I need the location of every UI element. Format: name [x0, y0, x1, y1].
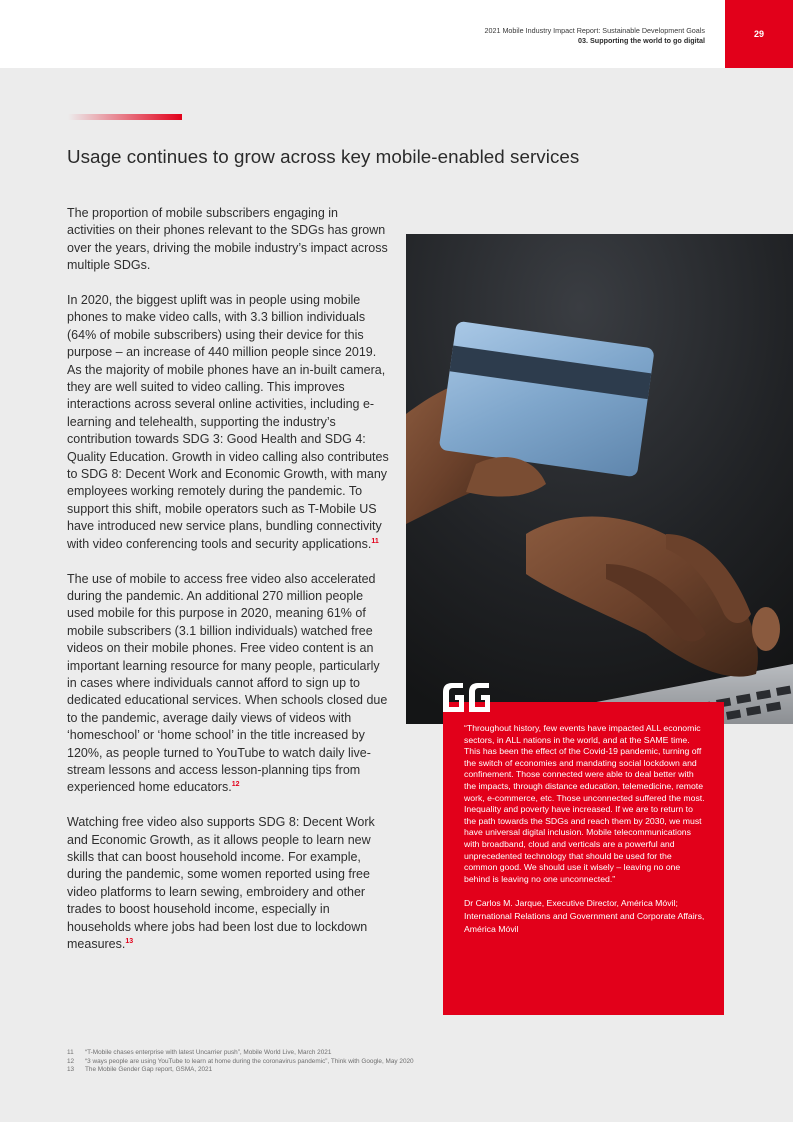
footnotes	[67, 1049, 667, 1075]
section-title: 03. Supporting the world to go digital	[578, 36, 705, 45]
footnote-ref: 12	[231, 781, 240, 789]
quote-box	[443, 702, 724, 1015]
paragraph-text: The use of mobile to access free video also accelerated during the pandemic. An additional 270 million people used mobile for this purpose in 2020, meaning 61% of mobile subscribers (3.1 billion individuals) watched free videos on their mobile phones. Free video content is an important learning resource for many people, particularly in cases where individuals cannot afford to sign up to dedicated educational services. When schools closed due to the pandemic, average daily views of videos with ‘homeschool’ or ‘home school’ in the title increased by 120%, as people turned to YouTube to watch daily live-stream lessons and access lesson-planning tips from experienced home educators.	[67, 571, 388, 795]
footnote	[67, 1066, 667, 1075]
header-titles	[484, 26, 705, 46]
quotation-mark-icon	[441, 680, 493, 714]
report-title: 2021 Mobile Industry Impact Report: Sustainable Development Goals	[484, 26, 705, 35]
paragraph-text: Watching free video also supports SDG 8: Decent Work and Economic Growth, as it allows people to learn new skills that can boost household income. For example, during the pandemic, some women reported using free video platforms to learn sewing, embroidery and other trades to boost household income, especially in households where jobs had been lost due to lockdown measures.	[67, 815, 375, 952]
footnote-ref: 11	[371, 537, 379, 545]
page-header	[0, 0, 793, 68]
footnote-text: The Mobile Gender Gap report, GSMA, 2021	[85, 1066, 213, 1074]
footnote	[67, 1058, 667, 1067]
footnote-number: 12	[67, 1057, 75, 1065]
body-paragraph-2	[67, 292, 389, 553]
quote-text: “Throughout history, few events have impacted ALL economic sectors, in ALL nations in the world, and at the SAME time. This has been the effect of the Covid-19 pandemic, turning off the switch of economies and mandating social lockdown and confinement. Those connected were able to deal better with the impacts, through distance education, telemedicine, remote work, e-commerce, etc. Those unconnected suffered the most. Inequality and poverty have increased. If we are to return to the path towards the SDGs and reach them by 2030, we must have universal digital inclusion. Mobile telecommunications with broadband, cloud and verticals are a powerful and unprecedented technology that should be used for the common good. We should use it wisely – leaving no one behind is leaving no one unconnected.”	[464, 723, 705, 884]
photo-illustration	[406, 234, 793, 724]
body-paragraph-1	[67, 205, 389, 275]
footnote-ref: 13	[125, 937, 134, 945]
footnote-number: 11	[67, 1049, 74, 1056]
footnote-text: “T-Mobile chases enterprise with latest Uncarrier push”, Mobile World Live, March 2021	[85, 1049, 332, 1056]
quote-attribution: Dr Carlos M. Jarque, Executive Director, América Móvil; International Relations and Government and Corporate Affairs, América Móvil	[464, 898, 705, 934]
page-number: 29	[725, 0, 793, 68]
body-paragraph-3	[67, 571, 389, 797]
footnote-number: 13	[67, 1066, 75, 1074]
body-text	[67, 205, 389, 971]
footnote	[67, 1049, 667, 1058]
page-title: Usage continues to grow across key mobile-enabled services	[67, 146, 580, 167]
footnote-text: “3 ways people are using YouTube to learn at home during the coronavirus pandemic”, Think with Google, May 2020	[85, 1057, 414, 1065]
body-paragraph-4	[67, 814, 389, 953]
paragraph-text: The proportion of mobile subscribers engaging in activities on their phones relevant to the SDGs has grown over the years, driving the mobile industry’s impact across multiple SDGs.	[67, 206, 388, 273]
paragraph-text: In 2020, the biggest uplift was in people using mobile phones to make video calls, with 3.3 billion individuals (64% of mobile subscribers) using their device for this purpose – an increase of 440 million people since 2019. As the majority of mobile phones have an in-built camera, they are well suited to video calling. This improves interactions across several online activities, including e-learning and telehealth, supporting the industry’s contribution towards SDG 3: Good Health and SDG 4: Quality Education. Growth in video calling also contributes to SDG 8: Decent Work and Economic Growth, with many employees working remotely during the pandemic. To support this shift, mobile operators such as T-Mobile US have introduced new service plans, bundling connectivity with video conferencing tools and security applications.	[67, 293, 389, 551]
accent-bar	[68, 114, 182, 120]
credit-card-laptop-photo	[406, 234, 793, 724]
